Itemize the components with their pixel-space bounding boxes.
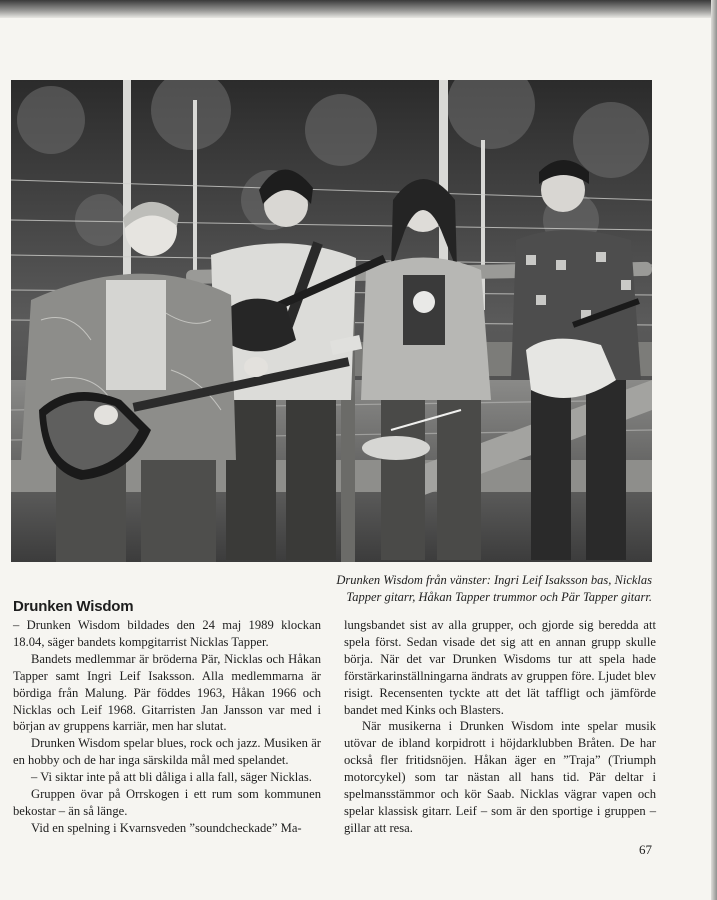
paragraph: Gruppen övar på Orrskogen i ett rum som kommunen bekostar – än så länge.: [13, 787, 321, 818]
paragraph: Vid en spelning i Kvarnsveden ”soundcheckade” Ma-: [31, 820, 302, 835]
band-photo: [11, 80, 652, 562]
paragraph: Drunken Wisdom spelar blues, rock och jazz. Musiken är en hobby och de har inga särskilda mål med spelandet.: [13, 736, 321, 768]
paragraph: När musikerna i Drunken Wisdom inte spelar musik utövar de ibland korpidrott i höjdarklubben Bråten. De har också fler fritidsnöjen. Håkan äger en ”Traja” (Triumph motorcykel) som tar nästan all hans tid. Pär deltar i spelmansstämmor och kör Saab. Nicklas vägrar vapen och spelar klassisk gitarr. Leif – som är den sportige i gruppen – gillar att resa.: [344, 719, 656, 835]
caption-line-1: Drunken Wisdom från vänster: Ingri Leif Isaksson bas, Nicklas: [336, 573, 652, 587]
paragraph: lungsbandet sist av alla grupper, och gjorde sig beredda att spela först. Sedan visade det sig att en annan grupp skulle börja. När det var Drunken Wisdoms tur att spela hade förstärkarinställningarna ändrats av gruppen före. Ljudet blev risigt. Recensenten tyckte att det lät taffligt och jämförde bandet med Kinks och Blasters.: [344, 618, 656, 717]
paragraph: – Drunken Wisdom bildades den 24 maj 1989 klockan 18.04, säger bandets kompgitarrist Nicklas Tapper.: [13, 618, 321, 649]
paragraph: Bandets medlemmar är bröderna Pär, Nicklas och Håkan Tapper samt Ingri Leif Isaksson. Alla medlemmarna är bördiga från Malung. Pär föddes 1963, Håkan 1966 och Nicklas och Leif 1968. Gitarristen Jan Jansson var med i början av gruppens karriär, men har slutat.: [13, 651, 321, 734]
article-column-right: [344, 617, 656, 837]
book-page-top-edge: [0, 0, 717, 18]
band-photo-illustration: [11, 80, 652, 562]
article-column-left: [13, 617, 321, 837]
book-page-right-edge: [711, 0, 717, 900]
caption-line-2: Tapper gitarr, Håkan Tapper trummor och Pär Tapper gitarr.: [346, 590, 652, 604]
paragraph: – Vi siktar inte på att bli dåliga i alla fall, säger Nicklas.: [31, 770, 312, 785]
page-number: 67: [639, 842, 652, 857]
article-heading: Drunken Wisdom: [13, 598, 134, 615]
photo-caption: [300, 572, 652, 606]
